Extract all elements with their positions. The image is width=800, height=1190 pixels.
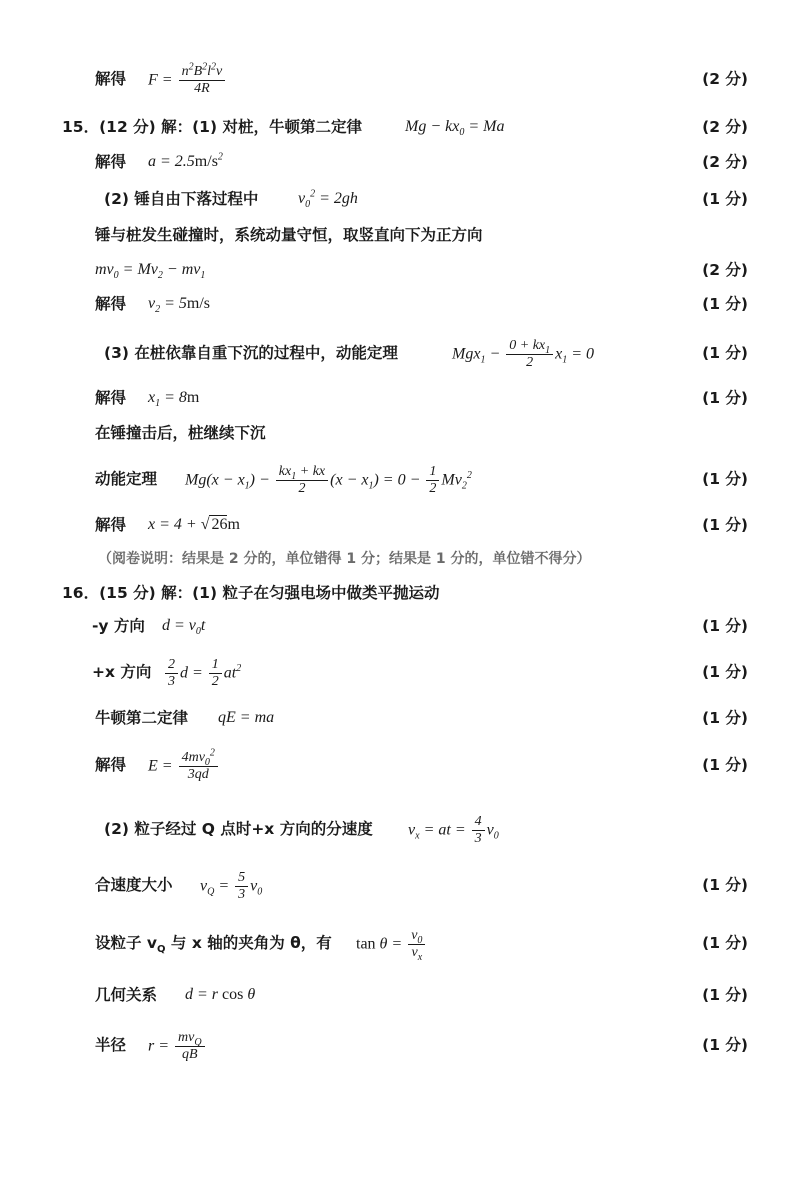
line-label: 15．(12 分) 解：(1) 对桩，牛顿第二定律	[62, 118, 362, 136]
line-label: 16．(15 分) 解：(1) 粒子在匀强电场中做类平抛运动	[62, 584, 440, 602]
equation: $a = 2.5m/s^2$	[148, 151, 223, 170]
equation: $d = v_0t$	[162, 617, 206, 638]
equation: r = $\frac{mv_Q}{qB}$	[148, 1030, 207, 1063]
solution-line	[0, 814, 800, 847]
solution-line	[0, 1030, 800, 1063]
score: (1 分)	[702, 344, 748, 362]
solution-line	[0, 464, 800, 497]
line-label: 几何关系	[95, 986, 158, 1004]
score: (1 分)	[702, 470, 748, 488]
solution-line	[0, 255, 800, 285]
solution-line	[0, 289, 800, 319]
equation: x = 4 + √ 26m	[148, 516, 240, 533]
grading-note	[0, 544, 800, 574]
question-16-header	[0, 578, 800, 608]
line-label: +x 方向	[92, 663, 152, 681]
line-label: 动能定理	[95, 470, 158, 488]
line-label: (2) 粒子经过 Q 点时+x 方向的分速度	[104, 820, 373, 838]
line-label: 半径	[95, 1036, 127, 1054]
score: (1 分)	[702, 876, 748, 894]
score: (1 分)	[702, 1036, 748, 1054]
equation: E = $\frac{4mv_0^2}{3qd}$	[148, 750, 220, 783]
equation: Mgx$_1$ − $\frac{0 + kx_1}{2}$ $x_1 = 0$	[452, 338, 595, 371]
equation: $v_2 = 5m/s$	[148, 295, 211, 316]
equation: $Mg - kx_0 = Ma$	[405, 118, 505, 139]
equation: $mv_0 = Mv_2 - mv_1$	[95, 261, 206, 282]
solution-line	[0, 338, 800, 371]
equation: $x_1 = 8m$	[148, 389, 200, 410]
score: (1 分)	[702, 295, 748, 313]
score: (2 分)	[702, 153, 748, 171]
score: (1 分)	[702, 663, 748, 681]
grading-note-text: （阅卷说明：结果是 2 分的，单位错得 1 分；结果是 1 分的，单位错不得分）	[98, 551, 591, 567]
score: (1 分)	[702, 389, 748, 407]
solution-line	[0, 980, 800, 1010]
solution-line	[0, 418, 800, 448]
equation: $Mg(x - x_1)$ − $\frac{kx_1 + kx}{2}$ $(x - x_1) = 0$ − $\frac{1}{2}$ $Mv_2^2$	[185, 464, 472, 497]
solution-line	[0, 147, 800, 177]
equation: F = $\frac{n^2B^2l^2v}{4R}$	[148, 64, 227, 97]
score: (1 分)	[702, 934, 748, 952]
score: (1 分)	[702, 756, 748, 774]
solution-line	[0, 611, 800, 641]
score: (1 分)	[702, 190, 748, 208]
solution-line	[0, 657, 800, 690]
line-label: 解得	[95, 70, 127, 88]
line-label: 解得	[95, 389, 127, 407]
solution-line	[0, 510, 800, 540]
equation: $v_Q$ = $\frac{5}{3}$ $v_0$	[200, 870, 263, 903]
line-label: 合速度大小	[95, 876, 173, 894]
solution-line	[0, 928, 800, 963]
line-label: 锤与桩发生碰撞时，系统动量守恒，取竖直向下为正方向	[95, 226, 483, 244]
solution-line	[0, 61, 800, 97]
line-label: -y 方向	[92, 617, 145, 635]
line-label: 解得	[95, 756, 127, 774]
solution-line	[0, 703, 800, 733]
solution-line	[0, 220, 800, 250]
score: (2 分)	[702, 70, 748, 88]
equation: d = r cos θ	[185, 986, 256, 1003]
solution-line	[0, 870, 800, 903]
line-label: (3) 在桩依靠自重下沉的过程中，动能定理	[104, 344, 398, 362]
score: (2 分)	[702, 261, 748, 279]
equation: tan θ = $\frac{v_0}{v_x}$	[356, 928, 427, 961]
line-label: 设粒子 $v_Q$ 与 x 轴的夹角为 θ，有	[95, 934, 332, 956]
score: (1 分)	[702, 986, 748, 1004]
solution-line	[0, 184, 800, 214]
score: (1 分)	[702, 617, 748, 635]
question-15-header	[0, 112, 800, 142]
line-label: 解得	[95, 295, 127, 313]
line-label: 解得	[95, 153, 127, 171]
equation: qE = ma	[218, 709, 275, 726]
score: (2 分)	[702, 118, 748, 136]
line-label: 解得	[95, 516, 127, 534]
score: (1 分)	[702, 709, 748, 727]
equation: $v_0^2 = 2gh$	[298, 188, 358, 211]
score: (1 分)	[702, 516, 748, 534]
line-label: 牛顿第二定律	[95, 709, 189, 727]
line-label: (2) 锤自由下落过程中	[104, 190, 259, 208]
line-label: 在锤撞击后，桩继续下沉	[95, 424, 266, 442]
equation: $v_x$ = at = $\frac{4}{3}$ $v_0$	[408, 814, 499, 847]
solution-line	[0, 747, 800, 783]
equation: $\frac{2}{3}$ d = $\frac{1}{2}$ $at^2$	[163, 657, 241, 690]
solution-line	[0, 383, 800, 413]
